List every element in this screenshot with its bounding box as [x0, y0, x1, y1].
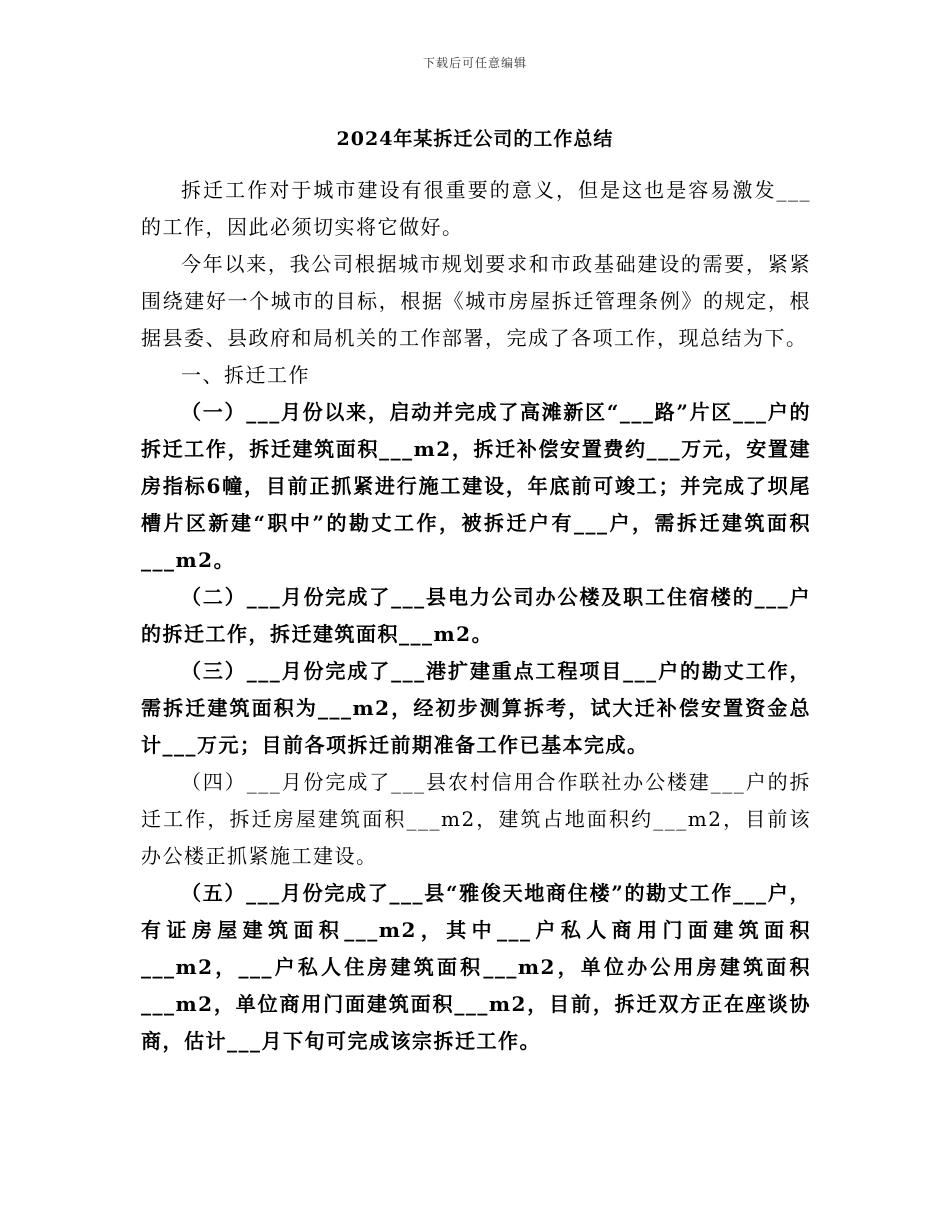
- header-note: 下载后可任意编辑: [422, 56, 527, 70]
- document-title: 2024年某拆迁公司的工作总结: [336, 128, 614, 150]
- paragraph-item-5: （五）___月份完成了___县“雅俊天地商住楼”的勘丈工作___户，有证房屋建筑面积___m2，其中___户私人商用门面建筑面积___m2，___户私人住房建筑面积___m2，单位办公用房建筑面积___m2，单位商用门面建筑面积___m2，目前，拆迁双方正在座谈协商，估计___月下旬可完成该宗拆迁工作。: [141, 881, 811, 1053]
- paragraph-item-1: （一）___月份以来，启动并完成了高滩新区“___路”片区___户的拆迁工作，拆迁建筑面积___m2，拆迁补偿安置费约___万元，安置建房指标6幢，目前正抓紧进行施工建设，年底前可竣工；并完成了坝尾槽片区新建“职中”的勘丈工作，被拆迁户有___户，需拆迁建筑面积___m2。: [141, 400, 811, 572]
- paragraph-overview: 今年以来，我公司根据城市规划要求和市政基础建设的需要，紧紧围绕建好一个城市的目标，根据《城市房屋拆迁管理条例》的规定，根据县委、县政府和局机关的工作部署，完成了各项工作，现总结为下。: [141, 252, 811, 350]
- paragraph-item-3: （三）___月份完成了___港扩建重点工程项目___户的勘丈工作，需拆迁建筑面积为___m2，经初步测算拆考，试大迁补偿安置资金总计___万元；目前各项拆迁前期准备工作已基本完成。: [141, 659, 811, 757]
- document-body: [141, 172, 811, 1060]
- paragraph-item-4: （四）___月份完成了___县农村信用合作联社办公楼建___户的拆迁工作，拆迁房屋建筑面积___m2，建筑占地面积约___m2，目前该办公楼正抓紧施工建设。: [141, 770, 811, 868]
- paragraph-intro: 拆迁工作对于城市建设有很重要的意义，但是这也是容易激发___的工作，因此必须切实将它做好。: [141, 178, 811, 239]
- paragraph-item-2: （二）___月份完成了___县电力公司办公楼及职工住宿楼的___户的拆迁工作，拆迁建筑面积___m2。: [141, 585, 811, 646]
- section-heading: 一、拆迁工作: [181, 363, 310, 387]
